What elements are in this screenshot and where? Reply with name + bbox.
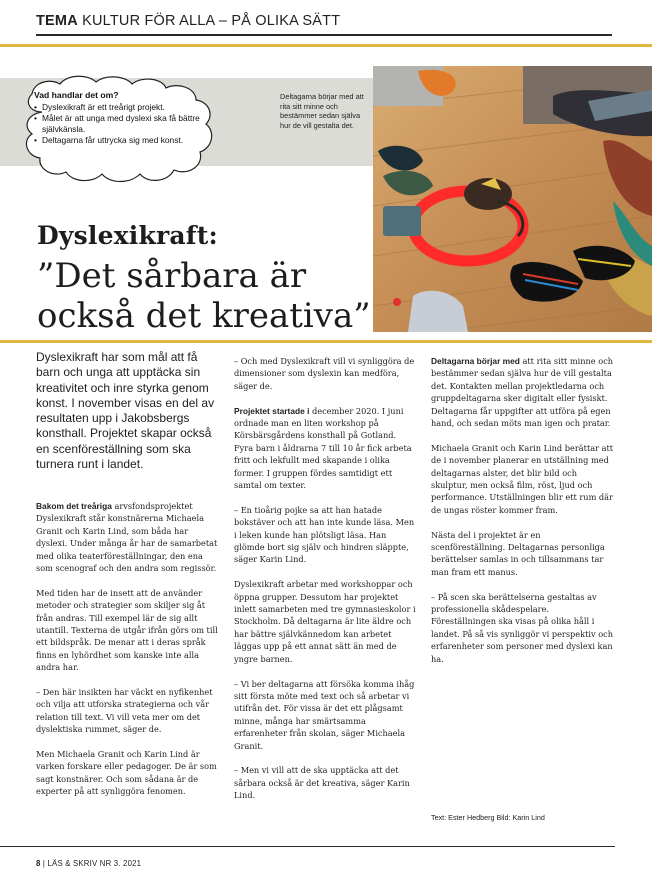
text-column-3 (431, 355, 615, 678)
paragraph: – En tioårig pojke sa att han hatade bokstäver och att han inte kunde läsa. Men i leken kunde han plötsligt läsa. Han glömde bort sig själv och hindren släppte, säger Karin Lind. (234, 504, 415, 565)
infobox-list (34, 102, 212, 146)
infobox-cloud (20, 72, 218, 188)
photo-illustration (373, 66, 652, 332)
paragraph: Michaela Granit och Karin Lind berättar att de i november planerar en utställning med deltagarnas alster, det blir bild och skulptur, men också film, röst, ljud och performance. Utställningen blir ett rum där de ungas röster kommer fram. (431, 442, 614, 515)
infobox-item: • Målet är att unga med dyslexi ska få bättre självkänsla. (34, 113, 212, 135)
infobox-item: • Deltagarna får uttrycka sig med konst. (34, 135, 212, 146)
paragraph: Projektet startade i december 2020. I juni ordnade man en liten workshop på Körsbärsgårdens konsthall på Gotland. Fyra barn i åldrarna 7 till 10 år fick arbeta fritt och lekfullt med skapande i olika former. I gruppen fördes samtidigt ett samtal om texter. (234, 405, 412, 491)
text-column-2 (234, 355, 416, 814)
gold-rule-top (0, 44, 652, 47)
paragraph: – På scen ska berättelserna gestaltas av professionella skådespelare. Föreställningen ska visas på olika håll i landet. På så vis synliggör vi perspektiv och erfarenheter som personer med dyslexi kan ha. (431, 591, 613, 664)
paragraph: Deltagarna börjar med att rita sitt minne och bestämmer sedan själva hur de vill gestalta det. Kontakten mellan projektledarna och gruppdeltagarna sker digitalt eller fysiskt. Deltagarna får uppgifter att utföra på egen hand, och sedan möts man igen och pratar. (431, 356, 614, 429)
section-header (36, 12, 616, 36)
page-footer (36, 859, 141, 868)
article-kicker: Dyslexikraft: (37, 221, 218, 250)
infobox-title: Vad handlar det om? (34, 90, 119, 100)
article-intro: Dyslexikraft har som mål att få barn och unga att upptäcka sin kreativitet och inre styrka genom konst. I november visas en del av resultaten upp i Jakobsbergs konsthall. Projektet skapar också en scenföreställning som ska turnera runt i landet. (36, 350, 215, 472)
paragraph: – Vi ber deltagarna att försöka komma ihåg sitt första möte med text och så arbetar vi utifrån det. För vissa är det ett plågsamt minne, många har smärtsamma erfarenheter från skolan, säger Michaela Granit. (234, 678, 415, 751)
paragraph: – Och med Dyslexikraft vill vi synliggöra de dimensioner som dyslexin kan medföra, säger de. (234, 356, 415, 391)
paragraph: Dyslexikraft arbetar med workshoppar och öppna grupper. Dessutom har projektet inlett samarbeten med tre gymnasieskolor i Stockholm. Då deltagarna är lite äldre och har bättre självkännedom kan arbetet läggas upp på ett annat sätt än med de yngre barnen. (234, 579, 416, 664)
paragraph-lead: Projektet startade i (234, 405, 310, 416)
magazine-issue: LÄS & SKRIV NR 3. 2021 (47, 859, 142, 868)
footer-separator: | (42, 859, 48, 868)
photo-caption: Deltagarna börjar med att rita sitt minne och bestämmer sedan själva hur de vill gestalta det. (280, 92, 364, 130)
paragraph: Med tiden har de insett att de använder metoder och strategier som skiljer sig åt från andras. Till exempel lär de sig allt utantill. Texterna de utgår ifrån görs om till ett bildspråk. De menar att i deras språk finns en lyhördhet som kanske inte alla andra har. (36, 587, 218, 673)
paragraph: Nästa del i projektet är en scenföreställning. Deltagarnas personliga berättelser samlas in och tillsammans tar man fram ett manus. (431, 529, 605, 577)
paragraph-lead: Deltagarna börjar med (431, 356, 520, 366)
paragraph-lead: Bakom det treåriga (36, 501, 112, 511)
paragraph: Men Michaela Granit och Karin Lind är varken forskare eller pedagoger. De är som sagt konstnärer. Och som sådana är de experter på att synliggöra fenomen. (36, 749, 217, 797)
footer-rule (0, 846, 615, 847)
gold-rule-mid (0, 340, 652, 343)
workshop-photo (373, 66, 652, 332)
paragraph: Bakom det treåriga arvsfondsprojektet Dyslexikraft står konstnärerna Michaela Granit och Karin Lind, som båda har dyslexi. Under många år har de samarbetat med olika teaterföreställningar, den ena som scenograf och den andra som regissör. (36, 501, 218, 574)
header-rule (36, 34, 612, 36)
section-label: TEMA (36, 13, 78, 29)
page-number: 8 (36, 859, 41, 868)
paragraph: – Den här insikten har väckt en nyfikenhet och vilja att utforska strategierna och vår relation till text. Vi vill veta mer om det dyslektiska rummet, säger de. (36, 687, 213, 735)
text-column-1 (36, 500, 222, 810)
paragraph: – Men vi vill att de ska upptäcka att det sårbara också är det kreativa, säger Karin Lind. (234, 765, 410, 801)
infobox-item: • Dyslexikraft är ett treårigt projekt. (34, 102, 212, 113)
article-credit: Text: Ester Hedberg Bild: Karin Lind (431, 813, 545, 822)
section-topic: KULTUR FÖR ALLA – PÅ OLIKA SÄTT (82, 13, 341, 29)
article-headline: ”Det sårbara är också det kreativa” (37, 256, 371, 336)
